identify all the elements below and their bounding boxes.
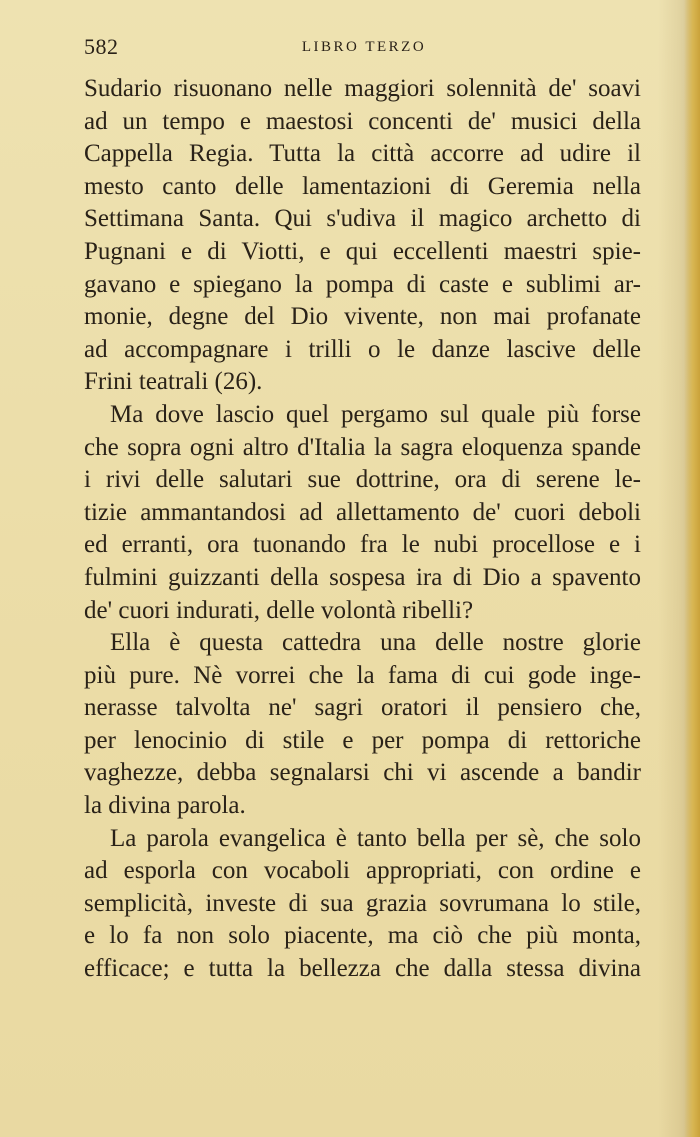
text-line: tizie ammantandosi ad allettamento de' cuori deboli — [84, 498, 641, 526]
text-line: Frini teatrali (26). — [84, 368, 263, 396]
text-line: Settimana Santa. Qui s'udiva il magico archetto di — [84, 205, 641, 233]
text-line: ed erranti, ora tuonando fra le nubi procellose e i — [84, 531, 641, 559]
running-head: LIBRO TERZO — [301, 39, 427, 55]
body-text — [84, 73, 641, 1073]
text-line: la divina parola. — [84, 792, 246, 820]
page-edge-shadow — [684, 0, 700, 1137]
text-line: nerasse talvolta ne' sagri oratori il pensiero che, — [84, 694, 641, 722]
text-line: vaghezze, debba segnalarsi chi vi ascende a bandir — [84, 759, 641, 787]
text-line: che sopra ogni altro d'Italia la sagra eloquenza spande — [84, 433, 641, 461]
text-line: i rivi delle salutari sue dottrine, ora di serene le- — [84, 466, 641, 494]
text-line: semplicità, investe di sua grazia sovrumana lo stile, — [84, 889, 641, 917]
page-header — [84, 34, 644, 62]
paragraph-first-line: Ella è questa cattedra una delle nostre glorie — [110, 629, 641, 657]
text-line: ad accompagnare i trilli o le danze lascive delle — [84, 335, 641, 363]
text-line: Cappella Regia. Tutta la città accorre ad udire il — [84, 140, 641, 168]
text-line: e lo fa non solo piacente, ma ciò che più monta, — [84, 922, 641, 950]
text-line: de' cuori indurati, delle volontà ribelli? — [84, 596, 474, 624]
text-line: gavano e spiegano la pompa di caste e sublimi ar- — [84, 270, 641, 298]
text-line: fulmini guizzanti della sospesa ira di Dio a spavento — [84, 563, 641, 591]
text-line: monie, degne del Dio vivente, non mai profanate — [84, 303, 641, 331]
text-line: ad esporla con vocaboli appropriati, con ordine e — [84, 857, 641, 885]
paragraph-first-line: Ma dove lascio quel pergamo sul quale più forse — [110, 400, 641, 428]
text-line: mesto canto delle lamentazioni di Geremia nella — [84, 172, 641, 200]
text-line: ad un tempo e maestosi concenti de' musici della — [84, 107, 641, 135]
text-line: più pure. Nè vorrei che la fama di cui gode inge- — [84, 661, 641, 689]
text-line: efficace; e tutta la bellezza che dalla stessa divina — [84, 955, 641, 983]
paragraph-first-line: La parola evangelica è tanto bella per sè, che solo — [110, 824, 641, 852]
text-line: Sudario risuonano nelle maggiori solennità de' soavi — [84, 75, 641, 102]
text-line: per lenocinio di stile e per pompa di rettoriche — [84, 726, 641, 754]
text-line: Pugnani e di Viotti, e qui eccellenti maestri spie- — [84, 237, 641, 265]
page-number: 582 — [84, 34, 119, 59]
